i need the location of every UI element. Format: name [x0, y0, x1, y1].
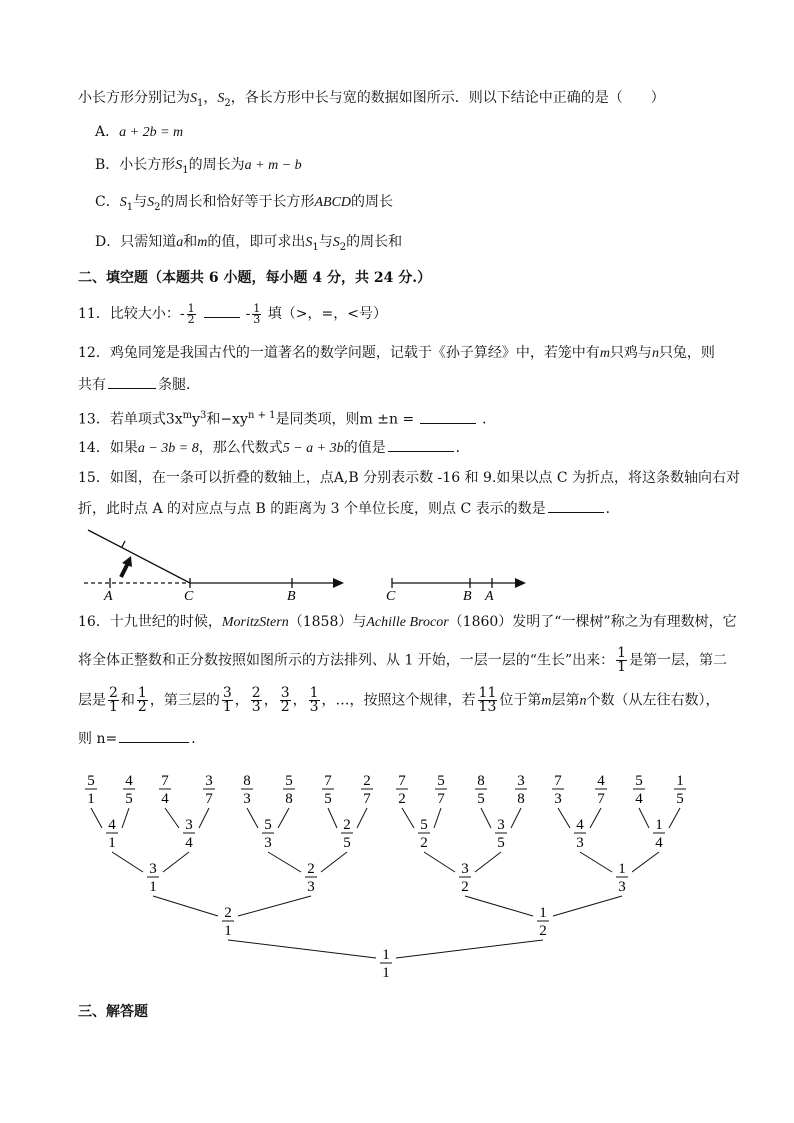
tree-denominator: 3 [618, 879, 626, 895]
tree-numerator: 1 [618, 861, 626, 877]
question-16-line-3: 层是 $\frac{2}{1}$ 和 $\frac{1}{2}$ ，第三层的 $\frac{3}{1}$ ， $\frac{2}{3}$ ， $\frac{3}{2}$ ， $\frac{1}{3}$ ，…，按照这个规律，若 $\frac{11}{13}$ 位于第m层第n个数（从左往右数）， [78, 685, 720, 715]
question-10-stem: 小长方形分别记为$S_1$，$S_2$，各长方形中长与宽的数据如图所示．则以下结论中正确的是（ ） [78, 90, 665, 109]
tree-denominator: 5 [343, 835, 351, 851]
tree-numerator: 2 [363, 773, 371, 789]
tree-branch [153, 896, 218, 916]
tree-numerator: 4 [125, 773, 133, 789]
tree-numerator: 2 [343, 817, 351, 833]
tree-branch [328, 808, 337, 828]
tree-branch [268, 852, 301, 872]
axis-arrow-right [515, 578, 526, 588]
tree-node-level5-2 [123, 773, 135, 807]
tree-denominator: 3 [554, 791, 562, 807]
tree-node-level1-1 [380, 947, 392, 981]
tree-node-level5-9 [396, 773, 408, 807]
tree-node-level5-1 [85, 773, 97, 807]
tree-numerator: 5 [635, 773, 643, 789]
tree-node-level4-5 [418, 817, 430, 851]
tree-branch [558, 808, 570, 828]
question-14: 14．如果a − 3b = 8，那么代数式5 − a + 3b的值是 ． [78, 437, 470, 459]
tree-numerator: 5 [437, 773, 445, 789]
tree-node-level2-1 [222, 905, 234, 939]
tree-branch [122, 808, 129, 828]
tree-branch [199, 808, 209, 828]
tree-denominator: 3 [264, 835, 272, 851]
tree-denominator: 7 [597, 791, 605, 807]
tree-node-level5-11 [475, 773, 487, 807]
tree-denominator: 8 [285, 791, 293, 807]
tree-denominator: 4 [655, 835, 663, 851]
question-16-line-1: 16．十九世纪的时候，MoritzStern（1858）与Achille Brocor（1860）发明了“一棵树”称之为有理数树，它 [78, 614, 737, 630]
tree-node-level5-13 [552, 773, 564, 807]
tree-numerator: 5 [420, 817, 428, 833]
question-16-line-4: 则 n= ． [78, 728, 205, 749]
tree-denominator: 5 [497, 835, 505, 851]
tree-branch [511, 808, 521, 828]
tree-denominator: 1 [108, 835, 116, 851]
tree-denominator: 2 [461, 879, 469, 895]
tree-denominator: 5 [477, 791, 485, 807]
tree-branch [228, 940, 376, 958]
tree-branch [321, 852, 347, 872]
tree-denominator: 3 [576, 835, 584, 851]
question-15-line-2: 折，此时点 A 的对应点与点 B 的距离为 3 个单位长度，则点 C 表示的数是 ． [78, 498, 620, 519]
tree-denominator: 2 [398, 791, 406, 807]
axis-arrow-left [333, 578, 344, 588]
tree-denominator: 5 [324, 791, 332, 807]
tree-denominator: 4 [161, 791, 169, 807]
folded-segment [88, 530, 190, 583]
tree-denominator: 2 [539, 923, 547, 939]
tree-branch [165, 808, 179, 828]
tree-node-level3-3 [459, 861, 471, 895]
tree-node-level5-16 [674, 773, 686, 807]
tree-numerator: 1 [655, 817, 663, 833]
tree-denominator: 4 [185, 835, 193, 851]
tree-denominator: 1 [149, 879, 157, 895]
tree-branch [402, 808, 414, 828]
tree-numerator: 4 [597, 773, 605, 789]
tree-numerator: 3 [461, 861, 469, 877]
tree-denominator: 8 [517, 791, 525, 807]
tree-numerator: 2 [224, 905, 232, 921]
tree-numerator: 1 [676, 773, 684, 789]
question-13: 13．若单项式$3x^my^3$和$-xy^{n + 1}$是同类项，则m ±n = ． [78, 410, 497, 428]
tree-node-level4-1 [106, 817, 118, 851]
answer-blank-12[interactable] [108, 374, 156, 389]
tree-node-level5-14 [595, 773, 607, 807]
option-c: C．$S_1$与$S_2$的周长和恰好等于长方形ABCD的周长 [95, 194, 394, 213]
question-16-line-2: 将全体正整数和正分数按照如图所示的方法排列、从 1 开始，一层一层的“生长”出来： $\frac{1}{1}$ 是第一层，第二 [78, 645, 728, 675]
fraction-half: $\frac{1}{2}$ [187, 301, 195, 326]
option-d: D．只需知道a和m的值，即可求出$S_1$与$S_2$的周长和 [95, 234, 403, 253]
label-b: B [287, 589, 296, 604]
tree-numerator: 4 [576, 817, 584, 833]
tree-denominator: 1 [382, 965, 390, 981]
tree-node-level5-4 [203, 773, 215, 807]
tree-numerator: 5 [87, 773, 95, 789]
tree-node-level4-8 [653, 817, 665, 851]
tree-numerator: 7 [398, 773, 406, 789]
label-a-folded: A [485, 589, 494, 604]
tree-node-level4-4 [341, 817, 353, 851]
label-b-folded: B [463, 589, 472, 604]
tree-node-level4-2 [183, 817, 195, 851]
tree-numerator: 1 [539, 905, 547, 921]
question-12-line-2: 共有 条腿． [78, 374, 200, 395]
tree-numerator: 7 [161, 773, 169, 789]
tree-branch [632, 852, 659, 872]
label-c-folded: C [386, 589, 396, 604]
tree-node-level5-15 [633, 773, 645, 807]
fold-arrow-icon [121, 556, 132, 577]
tree-branch [639, 808, 649, 828]
tree-denominator: 2 [420, 835, 428, 851]
answer-blank-11[interactable] [204, 303, 240, 318]
answer-blank-14[interactable] [388, 437, 454, 452]
tree-numerator: 3 [205, 773, 213, 789]
tree-branch [580, 852, 612, 872]
tree-numerator: 1 [382, 947, 390, 963]
tree-numerator: 8 [477, 773, 485, 789]
tree-branch [669, 808, 680, 828]
tree-node-level4-7 [574, 817, 586, 851]
tree-branch [434, 808, 441, 828]
tree-node-level3-2 [305, 861, 317, 895]
tree-branch [91, 808, 102, 828]
section-2-heading: 二、填空题（本题共 6 小题，每小题 4 分，共 24 分.） [78, 270, 432, 286]
tree-denominator: 7 [437, 791, 445, 807]
tree-node-level5-10 [435, 773, 447, 807]
tree-branch [465, 896, 533, 916]
label-a: A [104, 589, 113, 604]
tree-branch [553, 896, 622, 916]
tree-numerator: 7 [554, 773, 562, 789]
tree-numerator: 4 [108, 817, 116, 833]
tree-branch [590, 808, 601, 828]
tree-denominator: 4 [635, 791, 643, 807]
tree-branch [475, 852, 501, 872]
tree-node-level5-3 [159, 773, 171, 807]
tree-node-level5-7 [322, 773, 334, 807]
rational-tree-figure [0, 760, 794, 990]
tree-numerator: 3 [517, 773, 525, 789]
tree-node-level3-1 [147, 861, 159, 895]
question-11: 11．比较大小：- $\frac{1}{2}$ - $\frac{1}{3}$ 填（>，=，<号） [78, 301, 387, 326]
tree-branch [396, 940, 543, 958]
tree-numerator: 5 [264, 817, 272, 833]
tree-denominator: 5 [676, 791, 684, 807]
tree-branch [238, 896, 311, 916]
tree-denominator: 3 [307, 879, 315, 895]
tree-branch [278, 808, 289, 828]
tree-denominator: 3 [243, 791, 251, 807]
section-3-heading: 三、解答题 [78, 1004, 148, 1020]
tree-denominator: 1 [224, 923, 232, 939]
question-12-line-1: 12．鸡兔同笼是我国古代的一道著名的数学问题，记载于《孙子算经》中，若笼中有m只鸡与n只兔，则 [78, 345, 715, 361]
tree-denominator: 5 [125, 791, 133, 807]
tree-node-level3-4 [616, 861, 628, 895]
tree-node-level5-6 [283, 773, 295, 807]
tree-node-level4-6 [495, 817, 507, 851]
option-a: A．a + 2b = m [95, 124, 184, 140]
answer-blank-15[interactable] [548, 498, 604, 513]
tree-node-level5-8 [361, 773, 373, 807]
tree-denominator: 1 [87, 791, 95, 807]
tree-branch [357, 808, 367, 828]
answer-blank-16[interactable] [119, 728, 189, 743]
tree-numerator: 3 [497, 817, 505, 833]
tree-numerator: 2 [307, 861, 315, 877]
tree-node-level5-5 [241, 773, 253, 807]
tree-denominator: 7 [363, 791, 371, 807]
folding-number-line-figure [0, 525, 794, 605]
tree-branch [163, 852, 189, 872]
question-15-line-1: 15．如图，在一条可以折叠的数轴上，点A,B 分别表示数 -16 和 9.如果以点 C 为折点，将这条数轴向右对 [78, 470, 740, 486]
fraction-third: $\frac{1}{3}$ [253, 301, 261, 326]
tree-numerator: 8 [243, 773, 251, 789]
tree-node-level2-2 [537, 905, 549, 939]
tree-branch [424, 852, 455, 872]
answer-blank-13[interactable] [420, 409, 476, 424]
tree-branch [247, 808, 258, 828]
tree-numerator: 3 [149, 861, 157, 877]
tree-node-level5-12 [515, 773, 527, 807]
tree-node-level4-3 [262, 817, 274, 851]
tree-numerator: 5 [285, 773, 293, 789]
tree-branch [481, 808, 491, 828]
tree-numerator: 7 [324, 773, 332, 789]
tree-branch [112, 852, 143, 872]
label-c: C [184, 589, 194, 604]
option-b: B．小长方形$S_1$的周长为a + m − b [95, 157, 302, 176]
tree-denominator: 7 [205, 791, 213, 807]
tree-numerator: 3 [185, 817, 193, 833]
